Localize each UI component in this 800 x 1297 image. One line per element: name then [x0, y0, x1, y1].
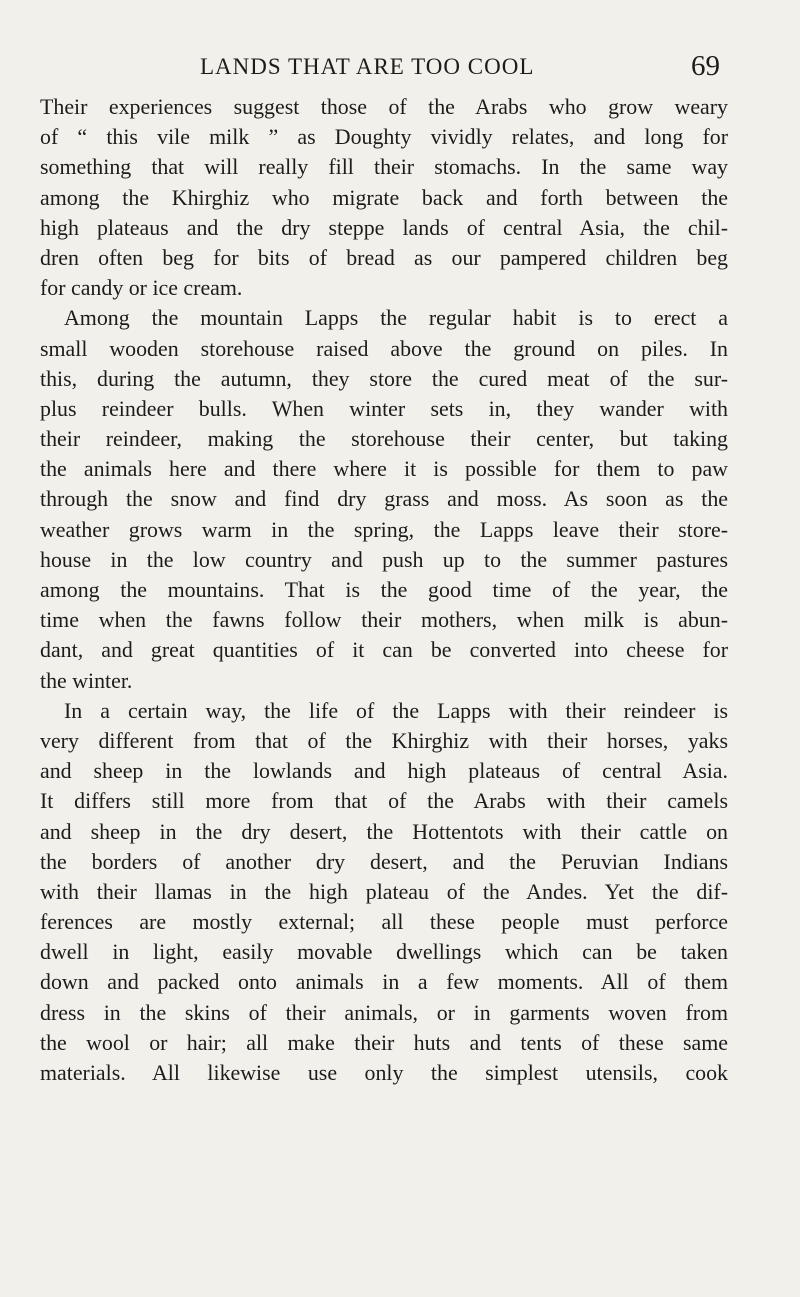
- text-line: this, during the autumn, they store the cured meat of the sur-: [40, 365, 728, 391]
- text-line: dant, and great quantities of it can be converted into cheese for: [40, 637, 728, 663]
- text-line: Their experiences suggest those of the Arabs who grow weary: [40, 94, 728, 119]
- text-line: the animals here and there where it is possible for them to paw: [40, 456, 728, 482]
- text-line: something that will really fill their stomachs. In the same way: [40, 154, 728, 180]
- text-line: dren often beg for bits of bread as our pampered children beg: [40, 244, 728, 270]
- body-text: [40, 92, 728, 1088]
- text-line: In a certain way, the life of the Lapps with their reindeer is: [64, 697, 728, 723]
- text-line: down and packed onto animals in a few moments. All of them: [40, 969, 728, 995]
- text-line: materials. All likewise use only the simplest utensils, cook: [40, 1060, 728, 1085]
- text-line: among the Khirghiz who migrate back and forth between the: [40, 184, 728, 210]
- text-line: plus reindeer bulls. When winter sets in, they wander with: [40, 395, 728, 421]
- text-line: and sheep in the dry desert, the Hottentots with their cattle on: [40, 818, 728, 844]
- text-line: for candy or ice cream.: [40, 275, 243, 301]
- text-line: the wool or hair; all make their huts and tents of these same: [40, 1029, 728, 1055]
- text-line: of “ this vile milk ” as Doughty vividly relates, and long for: [40, 124, 728, 150]
- text-line: among the mountains. That is the good time of the year, the: [40, 577, 728, 602]
- text-line: small wooden storehouse raised above the ground on piles. In: [40, 335, 728, 361]
- text-line: house in the low country and push up to the summer pastures: [40, 546, 728, 572]
- text-line: their reindeer, making the storehouse their center, but taking: [40, 426, 728, 452]
- running-head-title: LANDS THAT ARE TOO COOL: [200, 54, 535, 79]
- text-line: very different from that of the Khirghiz with their horses, yaks: [40, 727, 728, 753]
- text-line: It differs still more from that of the Arabs with their camels: [40, 788, 728, 814]
- text-line: dress in the skins of their animals, or in garments woven from: [40, 999, 728, 1025]
- text-line: time when the fawns follow their mothers, when milk is abun-: [40, 607, 728, 633]
- page-number: 69: [691, 50, 720, 82]
- text-line: Among the mountain Lapps the regular habit is to erect a: [64, 305, 728, 331]
- text-line: the borders of another dry desert, and the Peruvian Indians: [40, 848, 728, 874]
- text-line: ferences are mostly external; all these people must perforce: [40, 909, 728, 935]
- text-line: through the snow and find dry grass and moss. As soon as the: [40, 486, 728, 512]
- text-line: the winter.: [40, 667, 133, 693]
- text-line: weather grows warm in the spring, the Lapps leave their store-: [40, 516, 728, 542]
- text-line: dwell in light, easily movable dwellings which can be taken: [40, 939, 728, 965]
- text-line: with their llamas in the high plateau of the Andes. Yet the dif-: [40, 878, 728, 904]
- text-line: high plateaus and the dry steppe lands of central Asia, the chil-: [40, 214, 728, 240]
- text-line: and sheep in the lowlands and high plateaus of central Asia.: [40, 758, 728, 784]
- running-head: [200, 50, 720, 94]
